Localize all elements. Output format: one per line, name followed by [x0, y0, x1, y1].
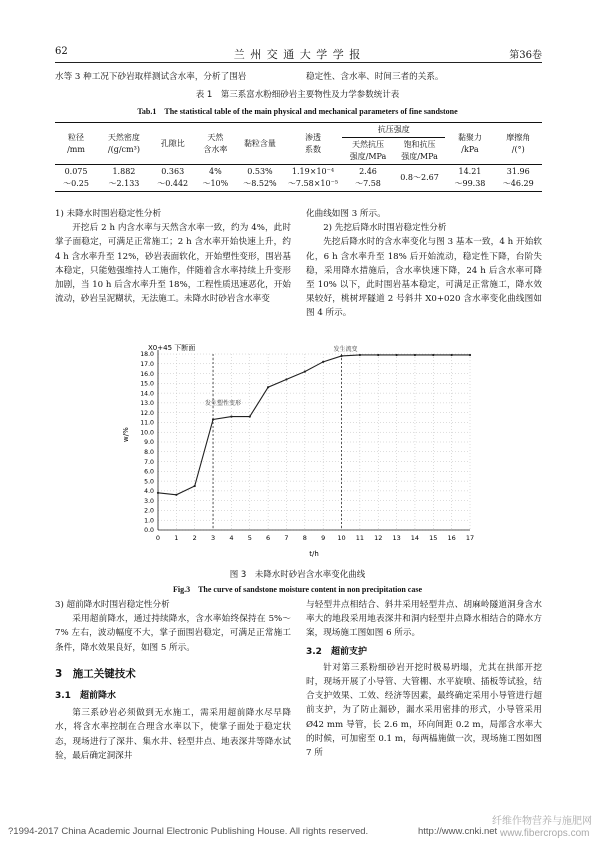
header-rule: [55, 62, 542, 63]
cell-clay: 0.53% ～8.52%: [243, 167, 277, 188]
x-tick-label: 0: [155, 534, 161, 542]
x-tick-label: 12: [374, 534, 383, 542]
cell-friction: 31.96 ～46.29: [502, 167, 534, 188]
data-point: [414, 354, 416, 356]
x-tick-label: 6: [266, 534, 271, 542]
y-tick-label: 11.0: [140, 419, 154, 427]
y-tick-label: 14.0: [140, 390, 154, 398]
cell-void-ratio: 0.363 ～0.442: [157, 167, 189, 188]
paragraph: 第三系砂岩必须做到无水施工，需采用超前降水尽早降水，将含水率控制在合理含水率以下，使掌子面处于稳定状态，现场进行了深井、集水井、轻型井点、地表深井等降水试验，最后确定洞深井: [55, 708, 291, 761]
chart-title: X0+45 下断面: [148, 344, 196, 352]
journal-title: 兰 州 交 通 大 学 学 报: [233, 48, 362, 61]
stat-table-wrap: [55, 122, 542, 192]
x-tick-label: 4: [229, 534, 234, 542]
table-caption-en: Tab.1 The statistical table of the main physical and mechanical parameters of fine sandstone: [137, 107, 458, 116]
x-tick-label: 3: [210, 534, 216, 542]
subsection-heading: 1) 未降水时围岩稳定性分析: [55, 209, 162, 219]
data-point: [194, 485, 196, 487]
y-tick-label: 10.0: [140, 429, 154, 437]
data-point: [285, 378, 287, 380]
figure-caption-cn: 图 3 未降水时砂岩含水率变化曲线: [229, 570, 366, 580]
data-point: [175, 494, 177, 496]
cell-cohesion: 14.21 ～99.38: [454, 167, 486, 188]
cell-density: 1.882 ～2.133: [108, 167, 140, 188]
th-moisture: 天然 含水率: [203, 132, 228, 154]
paragraph: 开挖后 2 h 内含水率与天然含水率一致，约为 4%，此时掌子面稳定，可满足正常施工；2 h 含水率开始快速上升，约 4 h 含水率升至 12%，砂岩表面软化，开始塑性变形，围岩基本稳定，只能勉强维持人工施作，伴随着含水率持续上升变形加剧，当 10 h 后含水率升至 18%，工程性质迅速恶化，开始流动，砂岩呈泥糊状，无法施工。未降水时砂岩含水率变: [55, 223, 291, 305]
intro-left: 水等 3 种工况下砂岩取样测试含水率，分析了围岩: [55, 72, 247, 82]
chart-annotation: 发生流变: [333, 346, 358, 353]
watermark-url: www.fibercrops.com: [500, 828, 590, 839]
y-tick-label: 1.0: [144, 517, 154, 525]
th-friction: 摩擦角 /(°): [506, 132, 531, 154]
chart-marks: [157, 345, 471, 496]
data-point: [267, 386, 269, 388]
copyright-line: ?1994-2017 China Academic Journal Electronic Publishing House. All rights reserved.: [8, 826, 369, 837]
y-tick-label: 17.0: [140, 360, 154, 368]
paragraph: 采用超前降水，通过持续降水，含水率始终保持在 5%～7% 左右，波动幅度不大，掌子面围岩稳定，可满足正常施工条件，降水效果良好，如图 5 所示。: [55, 614, 291, 653]
th-void-ratio: 孔隙比: [160, 138, 185, 148]
x-tick-label: 5: [247, 534, 252, 542]
y-tick-label: 4.0: [144, 488, 154, 496]
paragraph-continuation: 化曲线如图 3 所示。: [306, 209, 386, 219]
x-tick-label: 15: [429, 534, 438, 542]
y-tick-label: 5.0: [144, 478, 154, 486]
y-tick-label: 9.0: [144, 439, 154, 447]
x-tick-label: 16: [447, 534, 456, 542]
data-point: [304, 371, 306, 373]
x-tick-label: 13: [392, 534, 401, 542]
table-row: [55, 165, 542, 192]
cell-saturated-strength: 0.8～2.67: [400, 173, 439, 182]
cell-permeability: 1.19×10⁻⁴ ～7.58×10⁻⁵: [287, 167, 339, 188]
watermark-cn: 纤维作物营养与施肥网: [492, 816, 592, 827]
stat-table: [55, 122, 542, 192]
x-tick-label: 11: [355, 534, 365, 542]
section-title: 3.2 超前支护: [306, 646, 367, 657]
cell-natural-strength: 2.46 ～7.58: [355, 167, 381, 188]
left-column-upper: [55, 207, 291, 306]
right-column-upper: [306, 207, 542, 321]
x-tick-label: 9: [321, 534, 326, 542]
th-saturated-strength: 饱和抗压 强度/MPa: [401, 140, 438, 161]
th-permeability: 渗透 系数: [304, 132, 321, 154]
x-tick-label: 17: [465, 534, 475, 542]
data-point: [249, 415, 251, 417]
x-tick-label: 14: [410, 534, 420, 542]
moisture-content-chart: [120, 340, 480, 565]
y-tick-label: 13.0: [140, 400, 154, 408]
intro-right: 稳定性、含水率、时间三者的关系。: [306, 72, 444, 82]
data-point: [432, 354, 434, 356]
x-tick-label: 10: [337, 534, 346, 542]
th-natural-strength: 天然抗压 强度/MPa: [349, 140, 387, 161]
data-point: [340, 355, 342, 357]
section-title: 3 施工关键技术: [55, 667, 136, 680]
y-tick-label: 12.0: [140, 409, 154, 417]
chart-grid: [158, 354, 470, 530]
th-compressive-group: 抗压强度: [342, 123, 445, 138]
chart-axes: [140, 350, 474, 542]
y-tick-label: 18.0: [140, 351, 154, 359]
th-clay: 黏粒含量: [243, 138, 276, 148]
figure-caption-en: Fig.3 The curve of sandstone moisture content in non precipitation case: [172, 585, 423, 594]
th-grain-size: 粒径 /mm: [67, 132, 85, 154]
data-point: [377, 354, 379, 356]
page-number: 62: [55, 46, 68, 57]
x-tick-label: 2: [192, 534, 197, 542]
section-title: 3.1 超前降水: [55, 691, 116, 702]
chart-ylabel: w/%: [122, 427, 130, 442]
data-point: [451, 354, 453, 356]
subsection-heading: 2) 先挖后降水时围岩稳定性分析: [323, 223, 447, 234]
data-point: [322, 361, 324, 363]
data-point: [395, 354, 397, 356]
data-point: [230, 415, 232, 417]
y-tick-label: 3.0: [144, 497, 154, 505]
x-tick-label: 1: [174, 534, 179, 542]
y-tick-label: 16.0: [140, 370, 154, 378]
data-point: [212, 418, 214, 420]
right-column-lower: [306, 598, 542, 760]
data-point: [157, 492, 159, 494]
x-tick-label: 8: [302, 534, 307, 542]
paragraph: 与轻型井点相结合、斜井采用轻型井点、胡麻岭隧道洞身含水率大的地段采用地表深井和洞内轻型井点降水相结合的降水方案，现场施工图如图 6 所示。: [306, 600, 542, 639]
subsection-heading: 3) 超前降水时围岩稳定性分析: [55, 600, 170, 610]
chart-annotation: 发生塑性变形: [205, 399, 242, 407]
paragraph: 先挖后降水时的含水率变化与图 3 基本一致，4 h 开始软化，6 h 含水率升至 18% 后开始流动，稳定性下降，台阶失稳，采用降水措施后，含水率快速下降，24 h 后含水率可降至 10% 以下，此时围岩基本稳定，可满足正常施工，降水效果较好，桃树坪隧道 2 号斜井 X0+020 含水率变化曲线图如图 4 所示。: [306, 237, 542, 319]
y-tick-label: 8.0: [144, 448, 154, 456]
left-column-lower: [55, 598, 291, 763]
cell-grain-size: 0.075 ～0.25: [63, 167, 89, 188]
y-tick-label: 2.0: [144, 507, 154, 515]
paragraph: 针对第三系粉细砂岩开挖时极易坍塌，尤其在拱部开挖时，现场开展了小导管、大管棚、水平旋喷、插板等试验，结合支护效果、工效、经济等因素，最终确定采用小导管进行超前支护，为了防止漏砂，漏水采用密排的形式，小导管采用 Ø42 mm 导管，长 2.6 m，环向间距 0.2 m，局部含水率大的时候，可加密至 0.1 m，每两榀施做一次，现场施工图如图 7 所: [306, 662, 542, 759]
y-tick-label: 15.0: [140, 380, 154, 388]
th-density: 天然密度 /(g/cm³): [107, 132, 140, 154]
data-point: [359, 354, 361, 356]
chart-xlabel: t/h: [309, 550, 319, 558]
moisture-series-line: [158, 355, 470, 495]
th-cohesion: 黏聚力 /kPa: [457, 132, 482, 154]
table-caption-cn: 表 1 第三系富水粉细砂岩主要物性及力学参数统计表: [195, 90, 400, 100]
cell-moisture: 4% ～10%: [202, 167, 229, 188]
cnki-url: http://www.cnki.net: [418, 826, 498, 837]
data-point: [469, 354, 471, 356]
y-tick-label: 6.0: [144, 468, 154, 476]
volume-label: 第36卷: [509, 50, 542, 61]
y-tick-label: 7.0: [144, 458, 154, 466]
y-tick-label: 0.0: [144, 527, 154, 535]
x-tick-label: 7: [284, 534, 289, 542]
